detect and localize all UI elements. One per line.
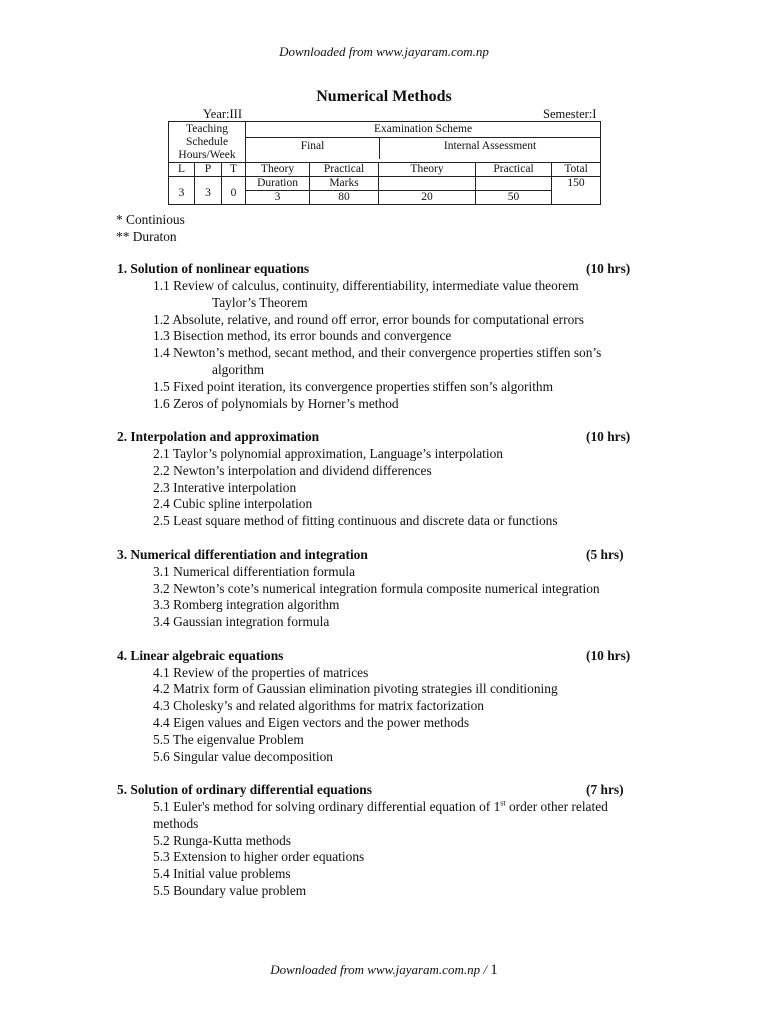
section-1-hours: (10 hrs) [586, 261, 631, 276]
section-2-title: 2. Interpolation and approximation [117, 429, 320, 444]
list-item: 3.2 Newton’s cote’s numerical integration formula composite numerical integration [153, 581, 600, 596]
duration-label: Duration [246, 177, 310, 191]
list-item: 2.2 Newton’s interpolation and dividend differences [153, 463, 432, 478]
semester-label: Semester:I [543, 107, 597, 121]
examination-scheme-header: Examination Scheme Final Internal Assessment [246, 122, 601, 163]
list-item: 1.5 Fixed point iteration, its convergence properties stiffen son’s algorithm [153, 379, 554, 394]
list-item: 5.5 Boundary value problem [153, 883, 307, 898]
list-item: methods [153, 816, 199, 831]
section-3-title: 3. Numerical differentiation and integration [117, 547, 368, 562]
list-item: 1.4 Newton’s method, secant method, and their convergence properties stiffen son’s [153, 345, 602, 360]
list-item: 2.5 Least square method of fitting continuous and discrete data or functions [153, 513, 558, 528]
examination-scheme-table [168, 121, 601, 205]
list-item: 1.1 Review of calculus, continuity, differentiability, intermediate value theorem [153, 278, 579, 293]
col-T: T [222, 163, 246, 177]
list-item: 1.2 Absolute, relative, and round off error, error bounds for computational errors [153, 312, 584, 327]
list-item: algorithm [212, 362, 265, 377]
list-item: 2.3 Interative interpolation [153, 480, 297, 495]
section-4-title: 4. Linear algebraic equations [117, 648, 284, 663]
col-final-practical: Practical [310, 163, 379, 177]
page-header: Downloaded from www.jayaram.com.np [279, 44, 489, 59]
list-item: 2.4 Cubic spline interpolation [153, 496, 313, 511]
list-item: 4.4 Eigen values and Eigen vectors and the power methods [153, 715, 470, 730]
list-item: 2.1 Taylor’s polynomial approximation, Language’s interpolation [153, 446, 504, 461]
note-duration: ** Duraton [116, 229, 177, 244]
year-label: Year:III [203, 107, 242, 121]
list-item: 3.1 Numerical differentiation formula [153, 564, 356, 579]
col-L: L [169, 163, 195, 177]
col-final-theory: Theory [246, 163, 310, 177]
teaching-schedule-header: Teaching Schedule Hours/Week [169, 122, 246, 163]
note-continuous: * Continious [116, 212, 185, 227]
L-value: 3 [169, 177, 195, 205]
section-2-hours: (10 hrs) [586, 429, 631, 444]
list-item: 5.6 Singular value decomposition [153, 749, 334, 764]
list-item: 1.3 Bisection method, its error bounds and convergence [153, 328, 452, 343]
col-internal-practical: Practical [476, 163, 552, 177]
P-value: 3 [195, 177, 222, 205]
section-5-hours: (7 hrs) [586, 782, 624, 797]
page-number: 1 [490, 962, 498, 978]
final-header: Final [246, 138, 380, 159]
col-total: Total [552, 163, 601, 177]
list-item: 5.3 Extension to higher order equations [153, 849, 365, 864]
list-item: Taylor’s Theorem [212, 295, 308, 310]
notes [116, 211, 185, 245]
list-item: 4.3 Cholesky’s and related algorithms for matrix factorization [153, 698, 484, 713]
list-item: 5.2 Runga-Kutta methods [153, 833, 291, 848]
list-item: 1.6 Zeros of polynomials by Horner’s method [153, 396, 399, 411]
list-item: 5.5 The eigenvalue Problem [153, 732, 304, 747]
section-1-title: 1. Solution of nonlinear equations [117, 261, 310, 276]
col-internal-theory: Theory [379, 163, 476, 177]
col-P: P [195, 163, 222, 177]
section-5-title: 5. Solution of ordinary differential equations [117, 782, 372, 797]
internal-assessment-header: Internal Assessment [443, 140, 537, 152]
final-practical-value: 80 [310, 191, 379, 205]
page-footer: Downloaded from www.jayaram.com.np / 1 [270, 962, 498, 978]
total-value: 150 [552, 177, 601, 205]
section-4-hours: (10 hrs) [586, 648, 631, 663]
marks-label: Marks [310, 177, 379, 191]
T-value: 0 [222, 177, 246, 205]
list-item: 4.1 Review of the properties of matrices [153, 665, 369, 680]
list-item: 5.4 Initial value problems [153, 866, 291, 881]
internal-theory-value: 20 [379, 191, 476, 205]
internal-practical-value: 50 [476, 191, 552, 205]
list-item: 3.4 Gaussian integration formula [153, 614, 330, 629]
section-3-hours: (5 hrs) [586, 547, 624, 562]
list-item: 5.1 Euler's method for solving ordinary differential equation of 1st order other related [153, 798, 608, 814]
document-title: Numerical Methods [316, 88, 452, 105]
list-item: 4.2 Matrix form of Gaussian elimination pivoting strategies ill conditioning [153, 681, 558, 696]
list-item: 3.3 Romberg integration algorithm [153, 597, 340, 612]
final-theory-value: 3 [246, 191, 310, 205]
